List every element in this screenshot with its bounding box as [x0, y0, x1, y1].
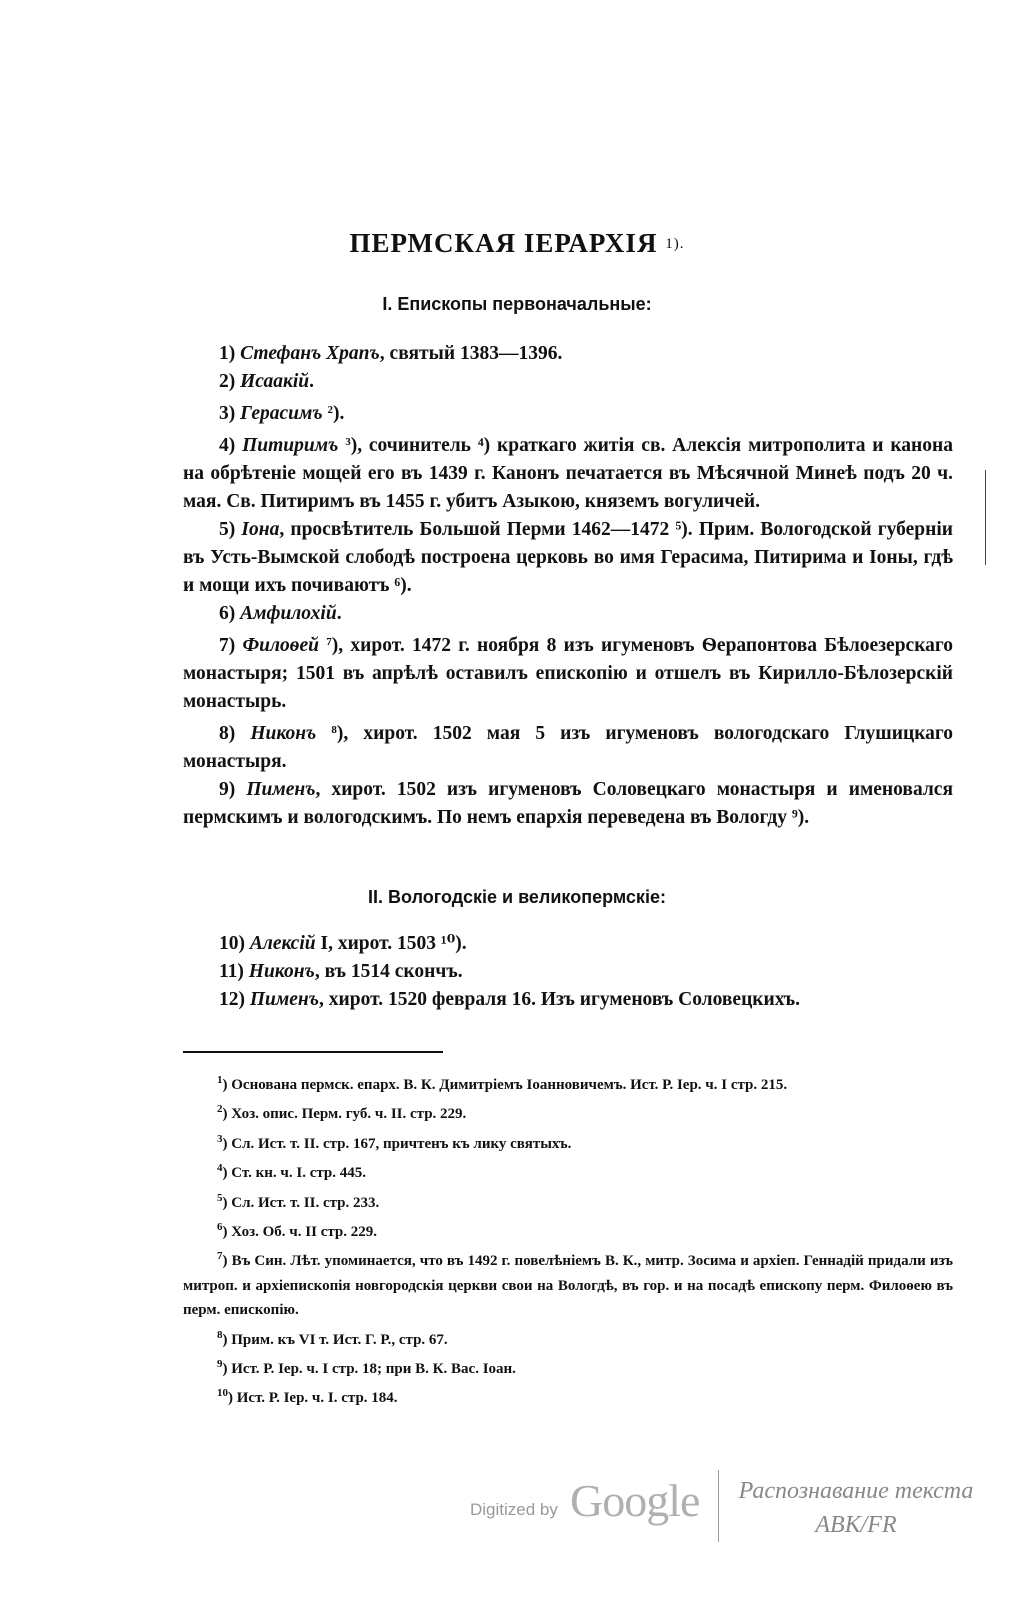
- entry-11: [183, 958, 953, 986]
- footnote-3: [183, 1127, 953, 1156]
- entry-text: .: [336, 603, 342, 624]
- footnote-6: [183, 1215, 953, 1244]
- footnote-text: ) Основана пермск. епарх. В. К. Димитрiемъ Iоанновичемъ. Ист. Р. Iер. ч. I стр. 215.: [222, 1077, 788, 1093]
- footnote-ref: 8: [331, 724, 337, 736]
- ocr-stamp-line-1: Распознавание текста: [738, 1478, 974, 1504]
- entry-text: ), хирот. 1472 г. ноября 8 изъ игуменовъ Ѳерапонтова Бѣлоезерскаго монастыря; 1501 въ апрѣлѣ оставилъ епископiю и отшелъ въ Кирилло-Бѣлозерскiй монастырь.: [183, 635, 954, 712]
- footnote-text: ) Прим. къ VI т. Ист. Г. Р., стр. 67.: [222, 1331, 448, 1348]
- entry-name: Амфилохiй: [240, 603, 337, 624]
- footnote-number: 1: [217, 1074, 223, 1086]
- ocr-stamp-line-2: АВК/FR: [815, 1512, 897, 1538]
- entry-12: [183, 986, 953, 1014]
- entry-number: 8): [219, 723, 236, 744]
- entry-text: I, хирот. 1503 ¹⁰).: [315, 933, 467, 954]
- title-text: ПЕРМСКАЯ IЕРАРХIЯ: [349, 228, 658, 258]
- section-heading-1: I. Епископы первоначальные:: [382, 294, 652, 314]
- footnote-text: ) Хоз. опис. Перм. губ. ч. II. стр. 229.: [222, 1106, 467, 1123]
- footnote-number: 8: [217, 1328, 223, 1341]
- entry-number: 10): [219, 933, 245, 954]
- footnote-text: ) Ист. Р. Iер. ч. I стр. 18; при В. К. Вас. Iоан.: [222, 1361, 516, 1378]
- footnote-number: 10: [217, 1387, 228, 1400]
- footnote-number: 7: [217, 1250, 223, 1263]
- footnote-number: 3: [217, 1132, 223, 1145]
- footnote-rule: [183, 1051, 443, 1053]
- entry-8: [183, 716, 953, 776]
- entry-3: [183, 396, 953, 428]
- footnote-text: ) Сл. Ист. т. II. стр. 167, причтенъ къ лику святыхъ.: [222, 1135, 572, 1152]
- footnote-number: 5: [217, 1191, 223, 1204]
- footnote-2: [183, 1097, 953, 1126]
- entry-text: .: [309, 371, 314, 392]
- entry-number: 7): [219, 635, 236, 656]
- entry-name: Стефанъ Храпъ: [240, 343, 380, 364]
- entries-list-1: [183, 340, 953, 832]
- entries-list-2: [183, 930, 953, 1014]
- entry-2: [183, 368, 953, 396]
- entry-5: [183, 516, 953, 600]
- google-logo: Google: [570, 1475, 700, 1526]
- entry-number: 12): [219, 989, 245, 1010]
- entry-number: 3): [219, 403, 236, 424]
- scan-edge-line: [985, 470, 986, 565]
- footnote-number: 4: [217, 1162, 223, 1175]
- footnote-10: [183, 1381, 953, 1410]
- entry-name: Исаакiй: [240, 371, 310, 392]
- footnote-text: ) Ист. Р. Iер. ч. I. стр. 184.: [228, 1390, 398, 1407]
- section-heading-2: II. Вологодскiе и великопермскiе:: [368, 887, 666, 907]
- entry-number: 2): [219, 371, 236, 392]
- entry-name: Алексiй: [249, 933, 316, 954]
- entry-name: Питиримъ: [242, 435, 339, 456]
- entry-text: , хирот. 1502 изъ игуменовъ Соловецкаго монастыря и именовался пермскимъ и вологодскимъ. По немъ епархiя переведена въ Вологду ⁹).: [183, 779, 954, 828]
- entry-text: , въ 1514 скончъ.: [314, 961, 463, 982]
- entry-name: Пименъ: [249, 989, 320, 1010]
- entry-name: Никонъ: [250, 723, 317, 744]
- entry-number: 4): [219, 435, 236, 456]
- footnote-5: [183, 1186, 953, 1215]
- footnote-number: 2: [217, 1103, 223, 1116]
- footnote-1: [183, 1068, 953, 1097]
- entry-6: [183, 600, 953, 628]
- entry-text: , просвѣтитель Большой Перми 1462—1472 ⁵). Прим. Вологодской губернiи въ Усть-Вымской слободѣ построена церковь во имя Герасима, Питирима и Iоны, гдѣ и мощи ихъ почиваютъ ⁶).: [183, 519, 953, 596]
- entry-10: [183, 930, 953, 958]
- footnote-4: [183, 1156, 953, 1185]
- entry-number: 11): [219, 961, 244, 982]
- footnote-ref: 7: [326, 636, 332, 648]
- footnote-ref: 3: [345, 436, 351, 448]
- entry-number: 1): [219, 343, 236, 364]
- ocr-stamp: [726, 1474, 986, 1542]
- entry-name: Iона: [241, 519, 280, 540]
- entry-4: [183, 428, 953, 516]
- footnote-text: ) Сл. Ист. т. II. стр. 233.: [222, 1194, 380, 1211]
- footnote-7: [183, 1244, 953, 1322]
- footnote-text: ) Ст. кн. ч. I. стр. 445.: [222, 1165, 367, 1182]
- page-title: [0, 228, 1034, 259]
- footnote-text: ) Въ Син. Лѣт. упоминается, что въ 1492 г. повелѣнiемъ В. К., митр. Зосима и архiеп. Геннадiй придали изъ митроп. и архiепископiя новгородскiя церкви свои на Вологдѣ, въ гор. и на посадѣ епископу перм. Филоѳею въ перм. епископiю.: [183, 1253, 953, 1319]
- footnote-text: ) Хоз. Об. ч. II стр. 229.: [222, 1224, 377, 1241]
- footnote-number: 6: [217, 1221, 223, 1234]
- footnote-8: [183, 1323, 953, 1352]
- footnote-ref: 2: [327, 404, 333, 416]
- footnote-number: 9: [217, 1358, 223, 1371]
- footnote-9: [183, 1352, 953, 1381]
- entry-1: [183, 340, 953, 368]
- entry-text: , святый 1383—1396.: [379, 343, 563, 364]
- watermark-divider: [718, 1470, 719, 1542]
- entry-number: 5): [219, 519, 236, 540]
- entry-name: Пименъ: [246, 779, 316, 800]
- digitized-by-text: Digitized by: [470, 1500, 558, 1519]
- title-footnote-mark: 1).: [665, 236, 685, 252]
- digitized-watermark: [470, 1474, 730, 1534]
- entry-name: Никонъ: [248, 961, 315, 982]
- entry-text: ), сочинитель ⁴) краткаго житiя св. Алексiя митрополита и канона на обрѣтенiе мощей его въ 1439 г. Канонъ печатается въ Мѣсячной Минеѣ подъ 20 ч. мая. Св. Питиримъ въ 1455 г. убитъ Азыкою, княземъ вогуличей.: [183, 435, 954, 512]
- entry-text: , хирот. 1520 февраля 16. Изъ игуменовъ Соловецкихъ.: [319, 989, 801, 1010]
- entry-number: 9): [219, 779, 236, 800]
- entry-number: 6): [219, 603, 236, 624]
- entry-text: ).: [333, 403, 345, 424]
- entry-name: Филоѳей: [242, 635, 319, 656]
- entry-9: [183, 776, 953, 832]
- entry-name: Герасимъ: [240, 403, 323, 424]
- entry-text: ), хирот. 1502 мая 5 изъ игуменовъ вологодскаго Глушицкаго монастыря.: [183, 723, 954, 772]
- footnotes-list: [183, 1068, 953, 1411]
- entry-7: [183, 628, 953, 716]
